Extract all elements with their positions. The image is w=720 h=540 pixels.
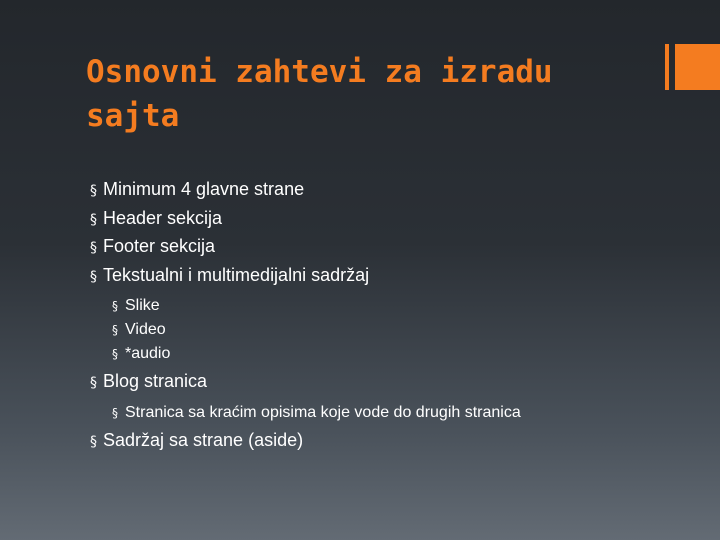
bullet-text: Tekstualni i multimedijalni sadržaj	[103, 264, 370, 285]
bullet-icon: §	[90, 375, 97, 391]
bullet-icon: §	[90, 433, 97, 450]
bullet-icon: §	[112, 347, 118, 361]
bullet-item	[90, 262, 690, 291]
bullet-icon: §	[112, 299, 118, 313]
slide-title: Osnovni zahtevi za izradu sajta	[86, 54, 553, 134]
bullet-icon: §	[90, 268, 97, 285]
bullet-item	[90, 233, 690, 262]
sub-bullet-list	[90, 290, 690, 368]
bullet-text: Minimum 4 glavne strane	[103, 179, 305, 199]
sub-bullet-text: *audio	[125, 345, 171, 362]
bullet-item	[90, 368, 690, 397]
bullet-icon: §	[90, 240, 97, 256]
bullet-icon: §	[90, 183, 97, 199]
sub-bullet-item	[90, 401, 690, 425]
bullet-item	[90, 176, 690, 205]
title-accent-bar-thick	[675, 44, 720, 90]
sub-bullet-item	[90, 318, 690, 342]
bullet-item	[90, 427, 690, 456]
bullet-icon: §	[90, 211, 97, 228]
bullet-text: Header sekcija	[103, 207, 223, 228]
bullet-text: Blog stranica	[103, 371, 208, 391]
sub-bullet-item	[90, 342, 690, 366]
bullet-item	[90, 205, 690, 234]
sub-bullet-text: Video	[125, 321, 166, 338]
sub-bullet-text: Slike	[125, 297, 160, 314]
sub-bullet-text: Stranica sa kraćim opisima koje vode do drugih stranica	[125, 403, 521, 421]
sub-bullet-list	[90, 397, 690, 427]
title-accent-bar-thin	[665, 44, 669, 90]
bullet-icon: §	[112, 405, 118, 420]
bullet-list	[90, 176, 690, 455]
sub-bullet-item	[90, 294, 690, 318]
bullet-text: Sadržaj sa strane (aside)	[103, 429, 304, 450]
bullet-text: Footer sekcija	[103, 236, 216, 256]
bullet-icon: §	[112, 323, 118, 337]
